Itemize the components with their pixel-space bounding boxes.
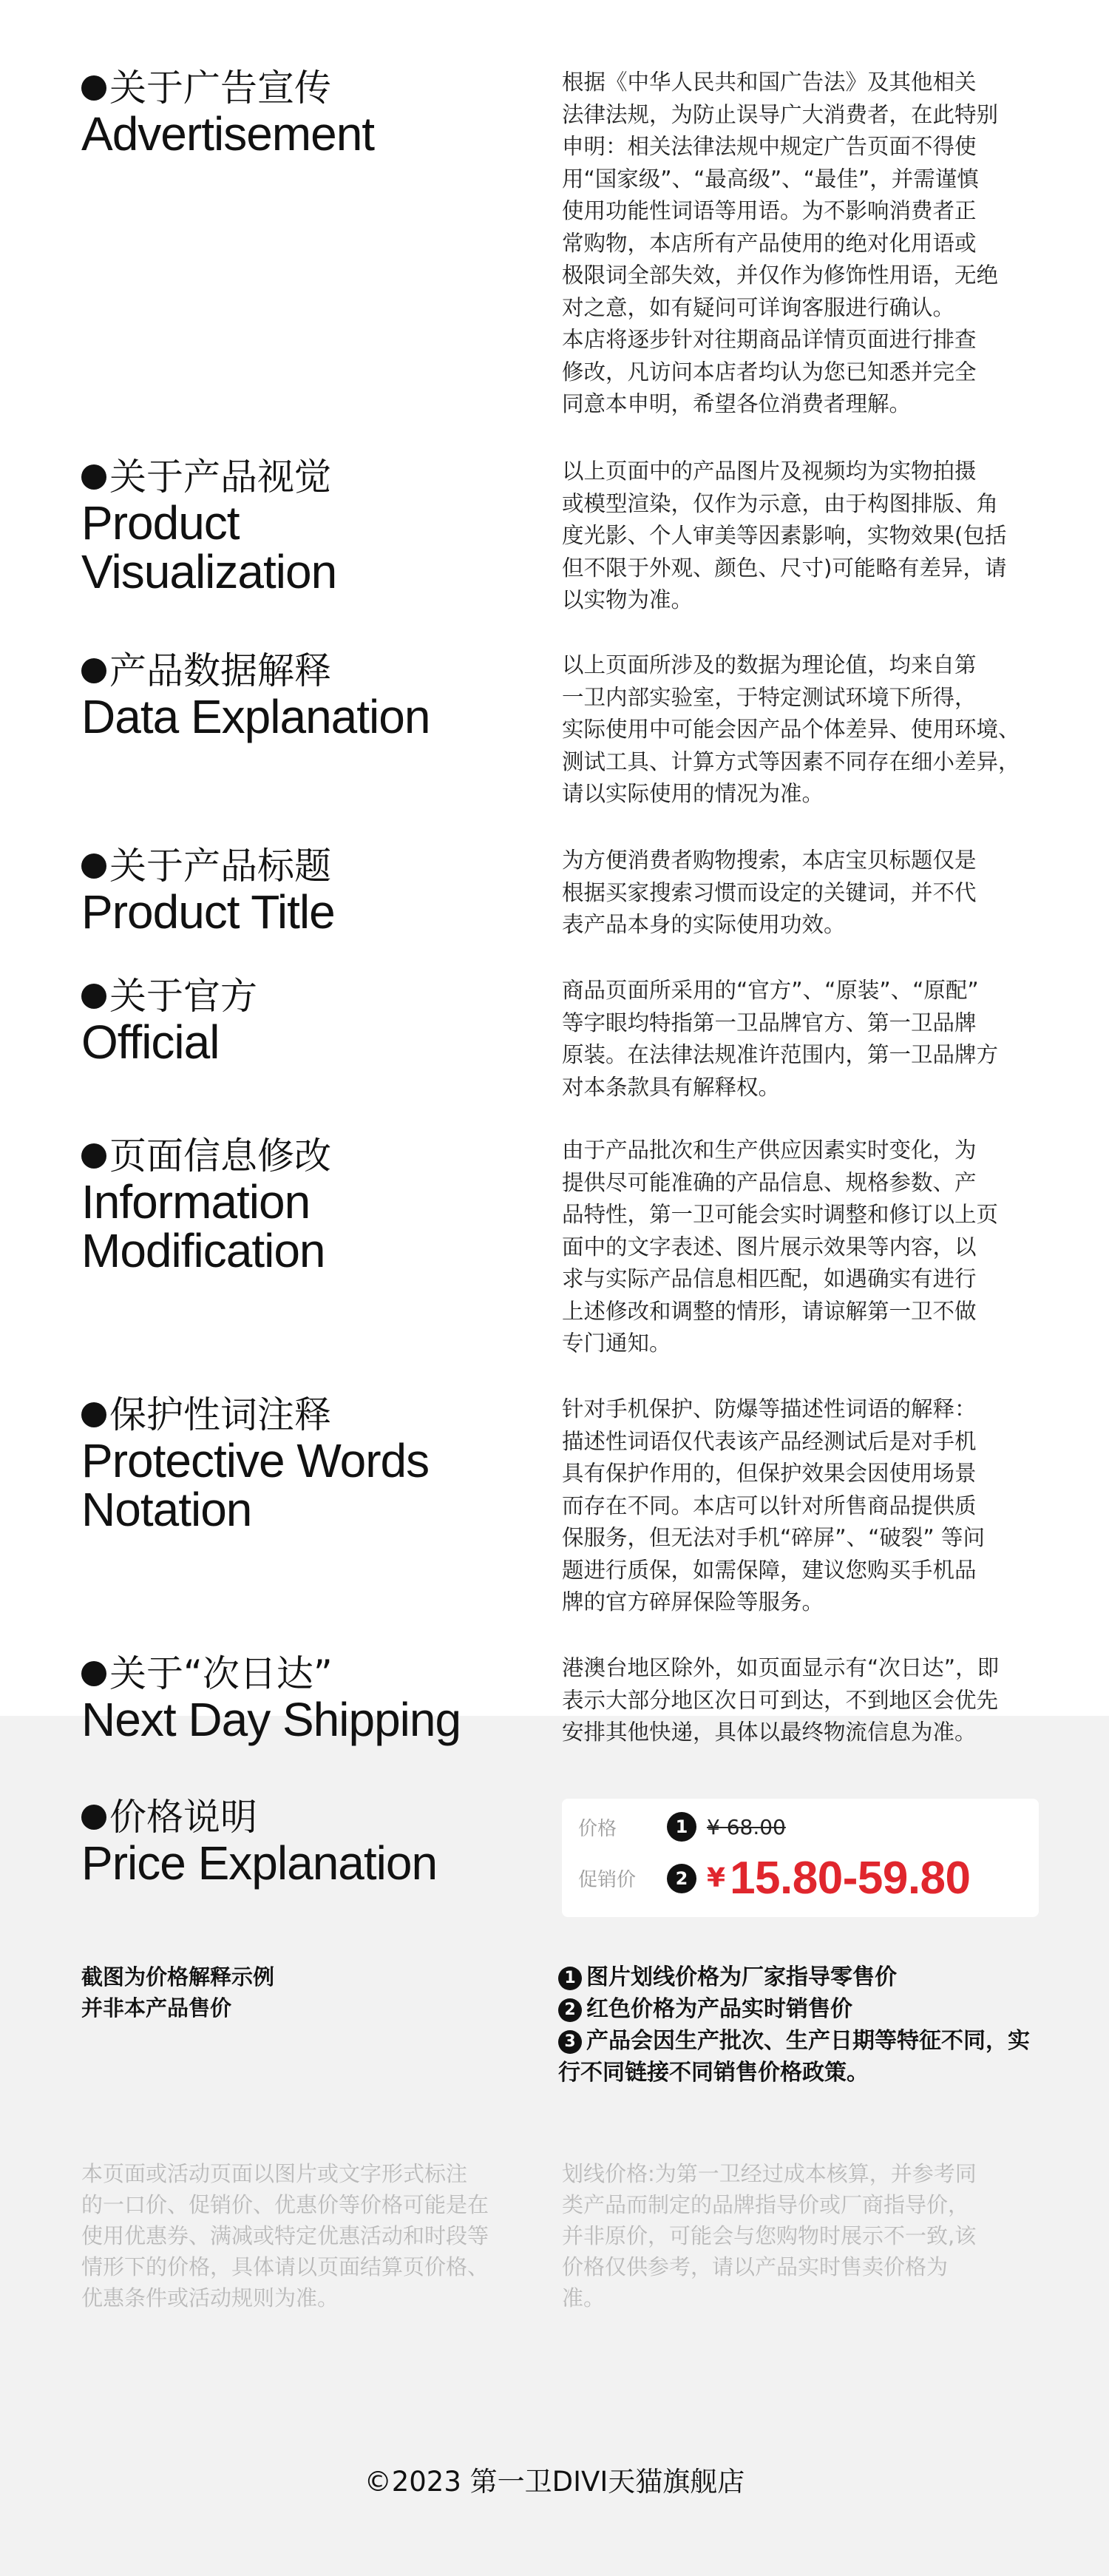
original-price-row (578, 1812, 786, 1842)
section-title-zh: 关于官方 (109, 975, 257, 1018)
section-title-zh: 关于“次日达” (109, 1652, 333, 1695)
section-title-en: Information (81, 1175, 311, 1228)
section-title-zh: 关于广告宣传 (109, 67, 331, 109)
number-2-icon: 2 (667, 1864, 696, 1893)
bullet-dot-icon (81, 1143, 106, 1169)
section-title-en: Visualization (81, 545, 337, 598)
section-title-zh: 价格说明 (109, 1796, 257, 1839)
promo-price-label: 促销价 (578, 1869, 637, 1891)
original-price-label: 价格 (578, 1817, 617, 1840)
section-title-en: Protective Words (81, 1434, 430, 1487)
section-body: 根据《中华人民共和国广告法》及其他相关 法律法规，为防止误导广大消费者，在此特别 申明：相关法律法规中规定广告页面不得使 用“国家级”、“最高级”、“最佳”，并需谨慎 使用功能性词语等用语。为不影响消费者正 常购物，本店所有产品使用的绝对化用语或 极限词全部失效，并仅作为修饰性用语，无绝 对之意，如有疑问可详询客服进行确认。 本店将逐步针对往期商品详情页面进行排查 修改，凡访问本店者均认为您已知悉并完全 同意本申明，希望各位消费者理解。 (562, 70, 999, 416)
number-1-icon: 1 (667, 1812, 696, 1842)
number-1-icon: 1 (558, 1967, 582, 1990)
section-body: 由于产品批次和生产供应因素实时变化，为 提供尽可能准确的产品信息、规格参数、产 品特性，第一卫可能会实时调整和修订以上页 面中的文字表述、图片展示效果等内容，以 求与实际产品信息相匹配，如遇确实有进行 上述修改和调整的情形，请谅解第一卫不做 专门通知。 (562, 1137, 999, 1356)
section-body: 港澳台地区除外，如页面显示有“次日达”，即 表示大部分地区次日可到达，不到地区会优先 安排其他快递，具体以最终物流信息为准。 (562, 1655, 1000, 1745)
section-body: 以上页面所涉及的数据为理论值，均来自第 一卫内部实验室，于特定测试环境下所得， 实际使用中可能会因产品个体差异、使用环境、 测试工具、计算方式等因素不同存在细小差异， 请以实际使用的情况为准。 (562, 652, 1020, 806)
price-note-item: 1 图片划线价格为厂家指导零售价 (558, 1961, 1046, 1993)
section-title-zh: 关于产品标题 (109, 845, 331, 888)
bullet-dot-icon (81, 464, 106, 490)
promo-price-row (578, 1852, 971, 1904)
price-note-item: 3 产品会因生产批次、生产日期等特征不同，实行不同链接不同销售价格政策。 (558, 2028, 1030, 2086)
number-3-icon: 3 (558, 2030, 582, 2054)
bullet-dot-icon (81, 75, 106, 101)
disclaimer-left: 本页面或活动页面以图片或文字形式标注 的一口价、促销价、优惠价等价格可能是在 使用优惠券、满减或特定优惠活动和时段等 情形下的价格，具体请以页面结算页价格、 优惠条件或活动规则为准。 (81, 2161, 489, 2310)
section-body: 以上页面中的产品图片及视频均为实物拍摄 或模型渲染，仅作为示意，由于构图排版、角 度光影、个人审美等因素影响，实物效果(包括 但不限于外观、颜色、尺寸)可能略有差异，请 以实物为准。 (562, 459, 1007, 612)
section-title-en: Product Title (81, 885, 335, 939)
section-title-en: Official (81, 1015, 220, 1069)
price-example-card (562, 1799, 1039, 1917)
bullet-dot-icon (81, 984, 106, 1009)
footer-copyright: ©2023 第一卫DIVI天猫旗舰店 (364, 2466, 745, 2498)
bullet-dot-icon (81, 853, 106, 879)
promo-price: 15.80-59.80 (730, 1853, 971, 1904)
section-title-en: Notation (81, 1483, 252, 1536)
bullet-dot-icon (81, 1402, 106, 1427)
section-title-en: Product (81, 496, 240, 550)
section-title-zh: 产品数据解释 (109, 649, 331, 692)
original-price: ¥ 68.00 (707, 1814, 786, 1839)
price-notes-list (558, 1961, 1046, 2089)
section-body: 针对手机保护、防爆等描述性词语的解释： 描述性词语仅代表该产品经测试后是对手机 具有保护作用的，但保护效果会因使用场景 而存在不同。本店可以针对所售商品提供质 保服务，但无法对手机“碎屏”、“破裂” 等问 题进行质保，如需保障，建议您购买手机品 牌的官方碎屏保险等服务。 (562, 1396, 986, 1615)
section-title-en: Data Explanation (81, 690, 430, 743)
section-body: 为方便消费者购物搜索，本店宝贝标题仅是 根据买家搜索习惯而设定的关键词，并不代 表产品本身的实际使用功效。 (562, 848, 977, 937)
promo-currency: ¥ (707, 1863, 726, 1893)
bullet-dot-icon (81, 1661, 106, 1686)
price-example-note: 截图为价格解释示例 并非本产品售价 (81, 1964, 275, 2021)
section-title-en: Modification (81, 1224, 325, 1277)
bullet-dot-icon (81, 1805, 106, 1830)
section-title-en: Next Day Shipping (81, 1693, 461, 1746)
section-title-zh: 关于产品视觉 (109, 456, 331, 498)
section-title-en: Advertisement (81, 107, 375, 160)
number-2-icon: 2 (558, 1998, 582, 2022)
disclaimer-right: 划线价格:为第一卫经过成本核算，并参考同 类产品而制定的品牌指导价或厂商指导价， 并非原价，可能会与您购物时展示不一致,该 价格仅供参考，请以产品实时售卖价格为 准。 (562, 2161, 977, 2310)
price-note-item: 2 红色价格为产品实时销售价 (558, 1993, 1046, 2025)
bullet-dot-icon (81, 658, 106, 683)
section-title-en: Price Explanation (81, 1836, 438, 1890)
section-body: 商品页面所采用的“官方”、“原装”、“原配” 等字眼均特指第一卫品牌官方、第一卫品牌 原装。在法律法规准许范围内，第一卫品牌方 对本条款具有解释权。 (562, 978, 999, 1100)
section-title-zh: 页面信息修改 (109, 1135, 331, 1177)
section-title-zh: 保护性词注释 (109, 1393, 331, 1436)
